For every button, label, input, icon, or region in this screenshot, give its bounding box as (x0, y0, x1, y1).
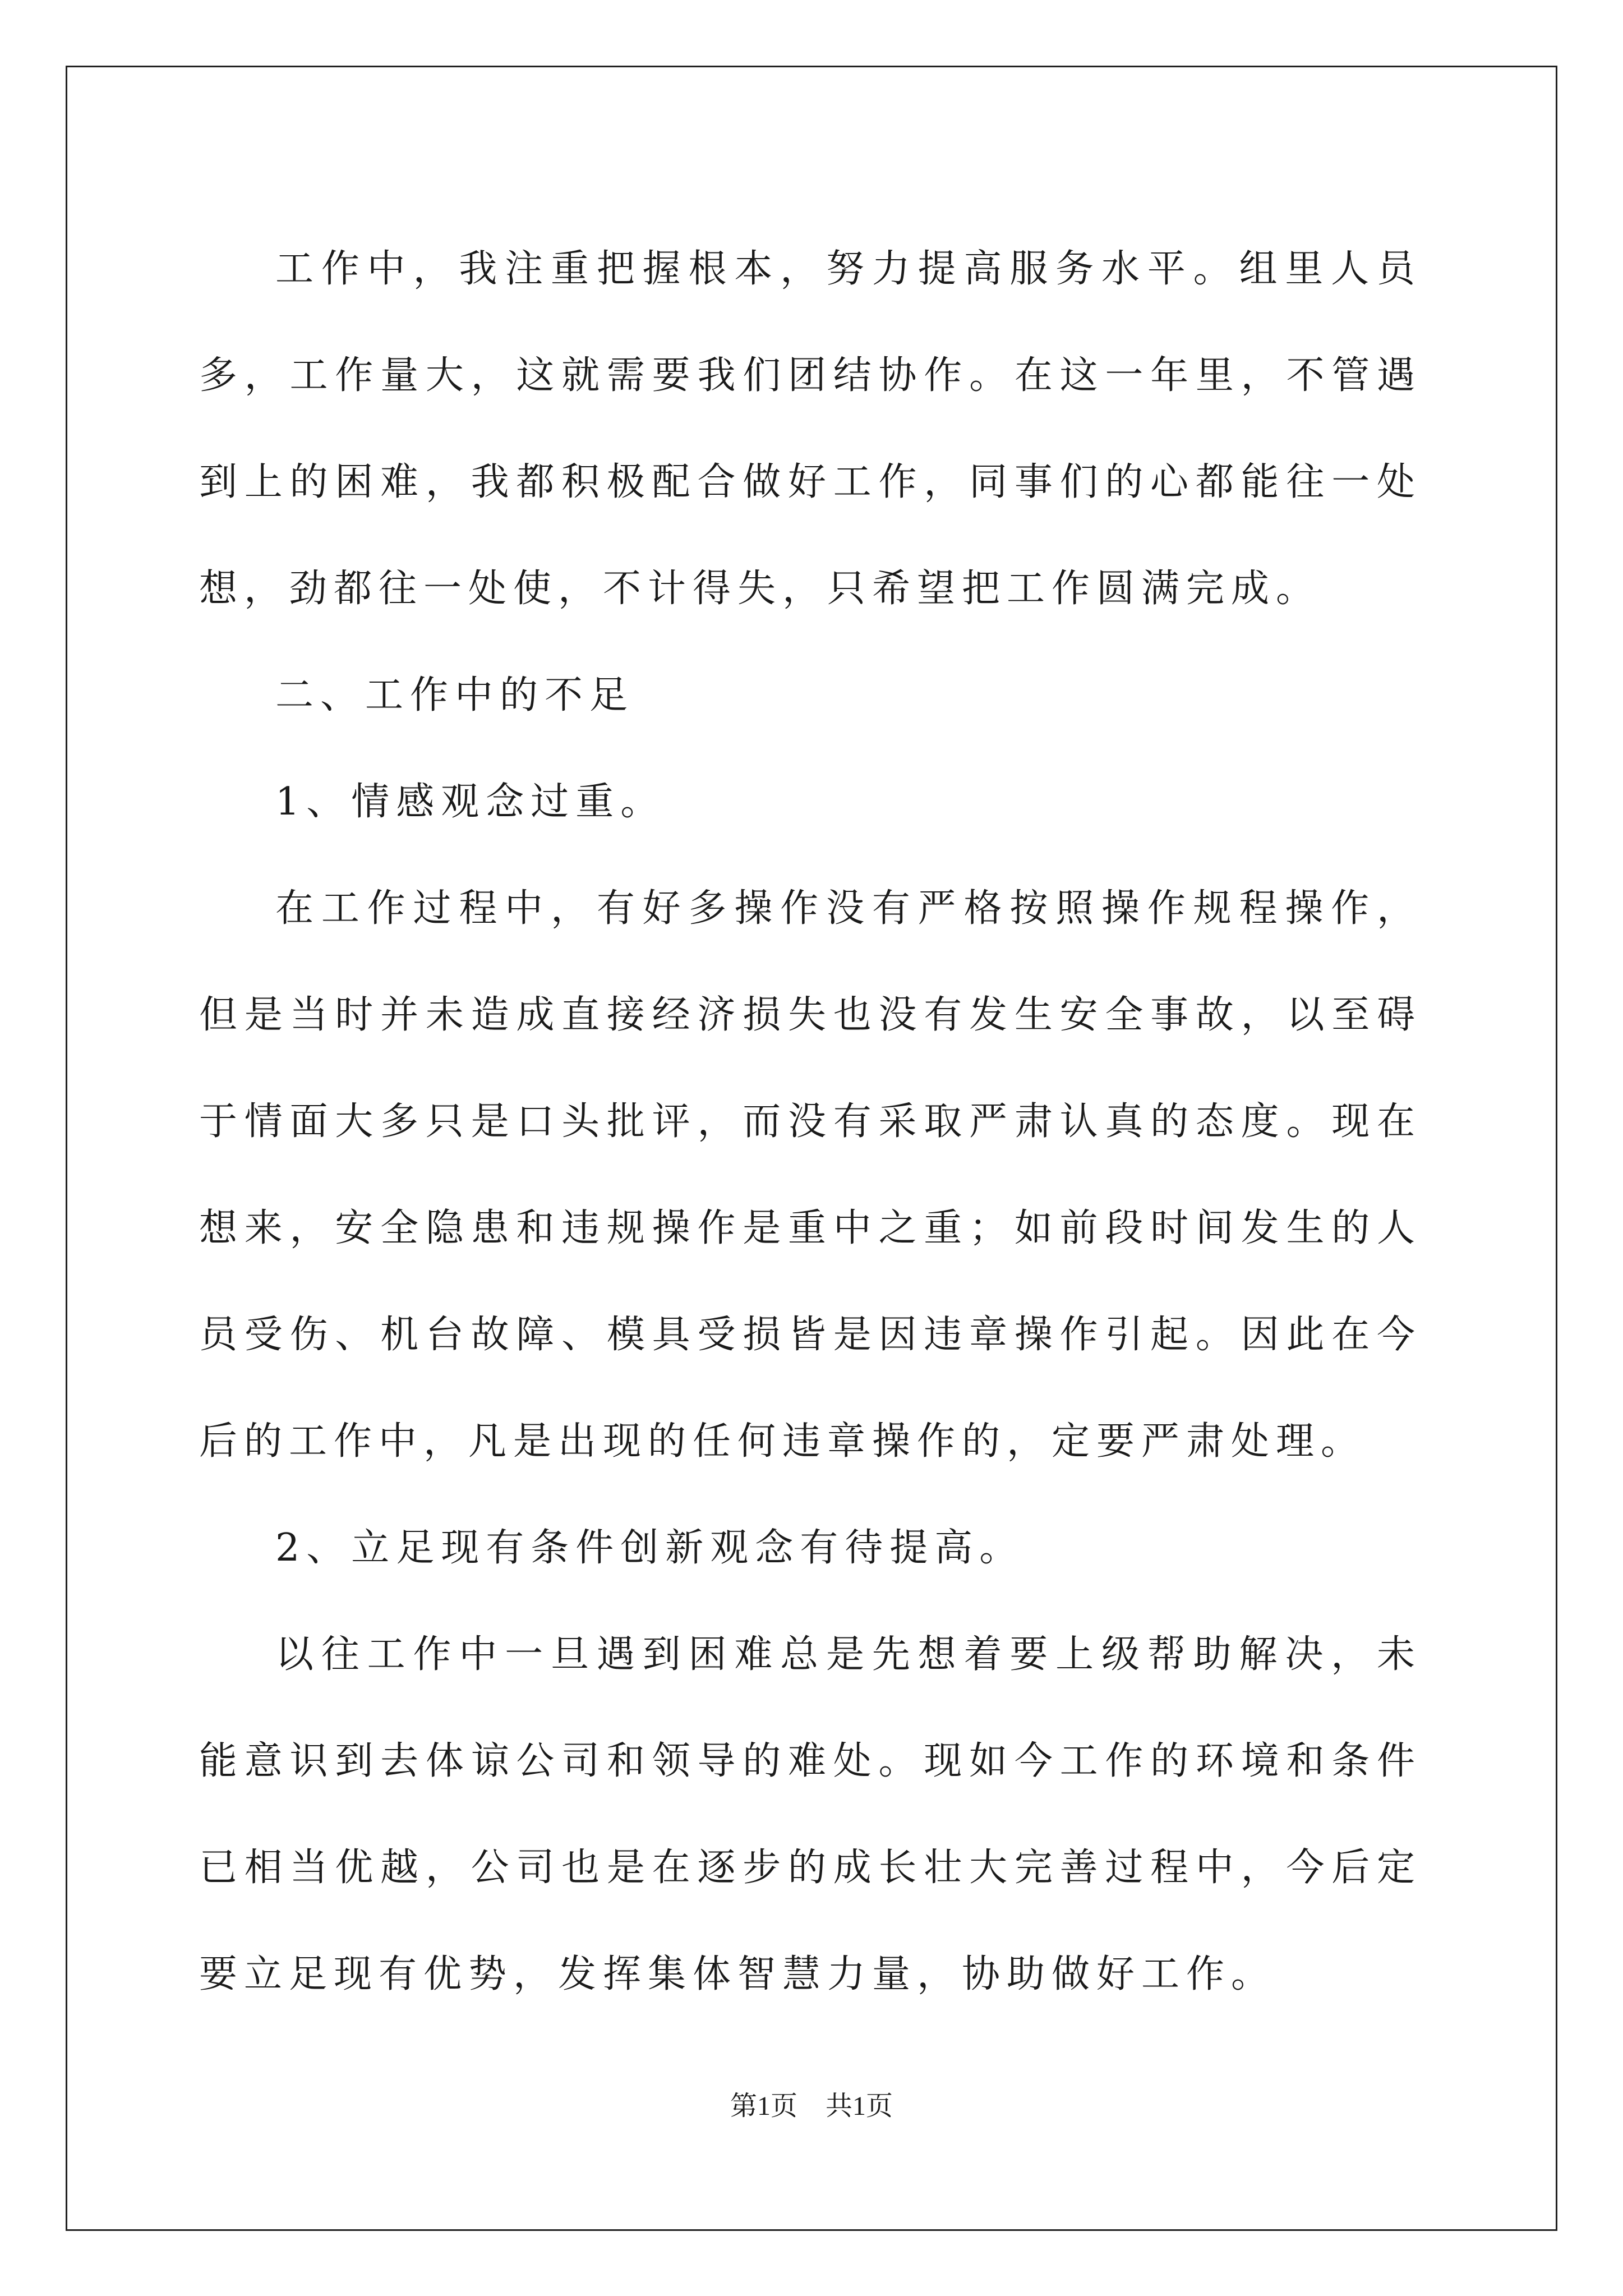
subheading-emotional-concept: 1、情感观念过重。 (275, 780, 666, 824)
page-number: 第1页 (730, 2091, 797, 2121)
page-footer (0, 2090, 1623, 2123)
paragraph-teamwork: 工作中，我注重把握根本，努力提高服务水平。组里人员多，工作量大，这就需要我们团结协作。在这一年里，不管遇到上的困难，我都积极配合做好工作，同事们的心都能往一处想，劲都往一处使，不计得失，只希望把工作圆满完成。 (199, 247, 1422, 611)
section-heading-shortcomings: 二、工作中的不足 (275, 673, 635, 717)
document-body (199, 216, 1422, 2028)
total-pages: 共1页 (826, 2091, 893, 2121)
paragraph-innovation: 以往工作中一旦遇到困难总是先想着要上级帮助解决，未能意识到去体谅公司和领导的难处。现如今工作的环境和条件已相当优越，公司也是在逐步的成长壮大完善过程中，今后定要立足现有优势，发挥集体智慧力量，协助做好工作。 (199, 1632, 1422, 1996)
subheading-innovation: 2、立足现有条件创新观念有待提高。 (275, 1526, 1025, 1570)
paragraph-operations: 在工作过程中，有好多操作没有严格按照操作规程操作，但是当时并未造成直接经济损失也没有发生安全事故，以至碍于情面大多只是口头批评，而没有采取严肃认真的态度。现在想来，安全隐患和违规操作是重中之重；如前段时间发生的人员受伤、机台故障、模具受损皆是因违章操作引起。因此在今后的工作中，凡是出现的任何违章操作的，定要严肃处理。 (199, 886, 1422, 1464)
